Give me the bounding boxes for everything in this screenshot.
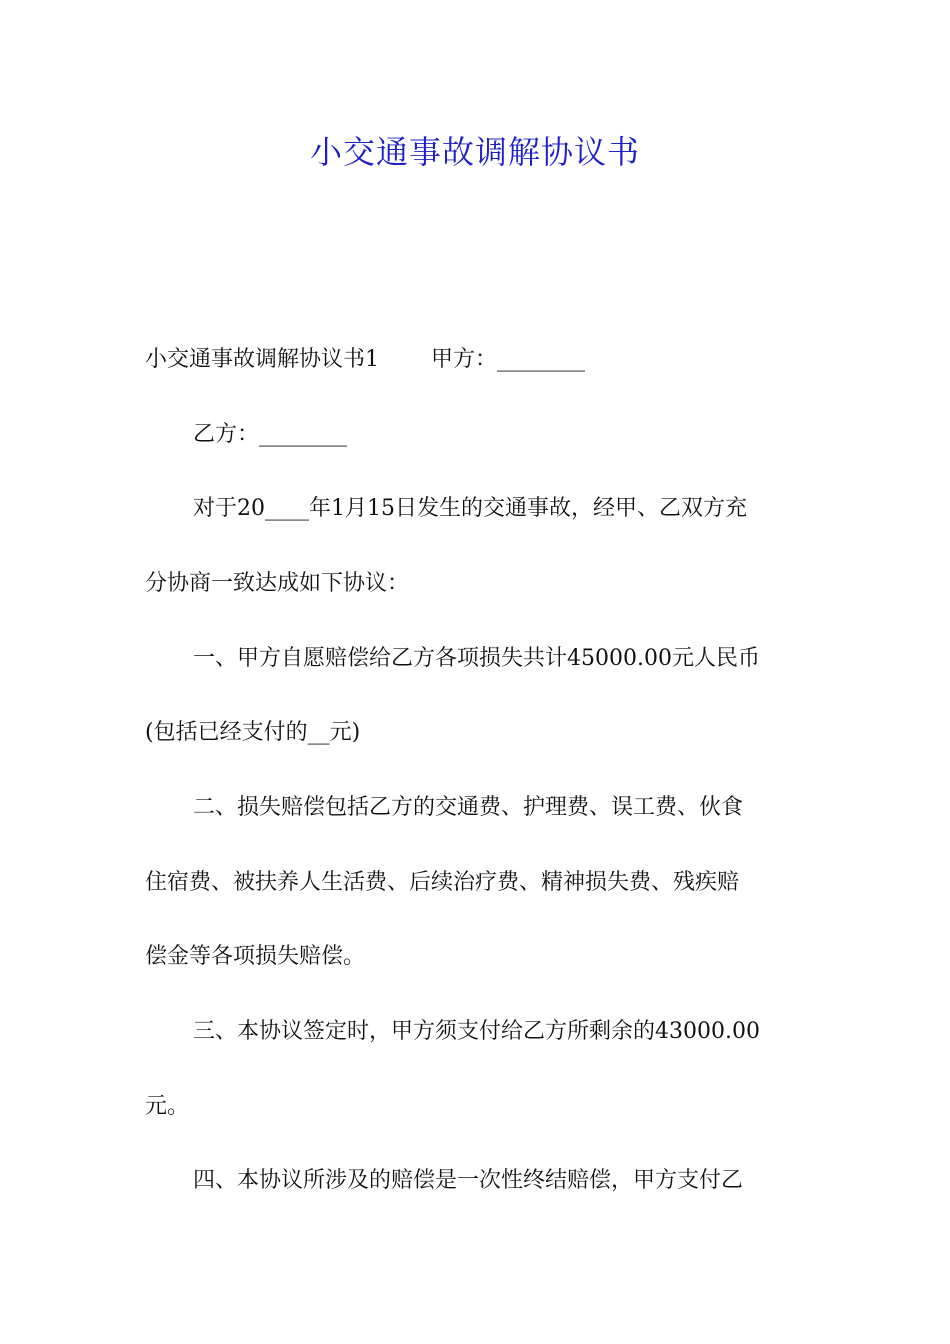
document-title: 小交通事故调解协议书 [309, 133, 640, 171]
paragraph-line: 住宿费、被扶养人生活费、后续治疗费、精神损失费、残疾赔 [145, 870, 740, 895]
paragraph-line: 分协商一致达成如下协议： [145, 571, 410, 596]
document-label: 小交通事故调解协议书1 [145, 347, 379, 372]
paragraph-line: 一、甲方自愿赔偿给乙方各项损失共计45000.00元人民币 [193, 646, 760, 671]
paragraph-line: 二、损失赔偿包括乙方的交通费、护理费、误工费、伙食 [193, 795, 744, 820]
paragraph-line: 四、本协议所涉及的赔偿是一次性终结赔偿，甲方支付乙 [193, 1168, 744, 1193]
paragraph-line: 偿金等各项损失赔偿。 [145, 944, 366, 969]
heading-line [145, 345, 585, 375]
paragraph-line: 元。 [145, 1094, 190, 1119]
paragraph-line: (包括已经支付的__元) [145, 720, 361, 745]
party-b-field: 乙方：________ [193, 422, 348, 447]
paragraph-line: 对于20____年1月15日发生的交通事故，经甲、乙双方充 [193, 496, 747, 521]
party-a-field: 甲方：________ [431, 347, 586, 372]
paragraph-line: 三、本协议签定时，甲方须支付给乙方所剩余的43000.00 [193, 1019, 760, 1044]
